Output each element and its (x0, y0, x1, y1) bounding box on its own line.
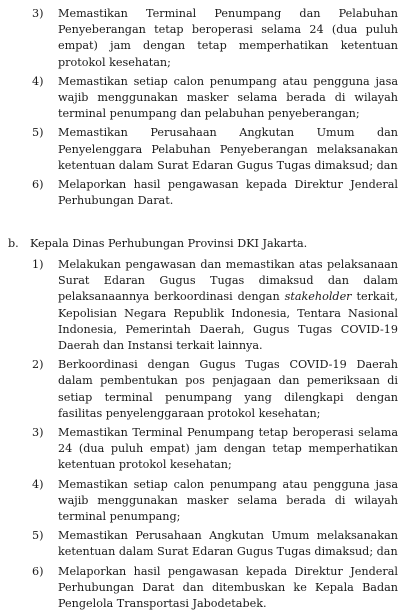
list-section-b (32, 257, 398, 615)
list-item-b-4 (32, 477, 398, 526)
list-item-a-6 (32, 177, 398, 209)
list-item-b-5 (32, 528, 398, 560)
item-number: 4) (32, 74, 44, 88)
section-title: Kepala Dinas Perhubungan Provinsi DKI Jakarta. (30, 237, 308, 250)
list-item-a-5 (32, 125, 398, 174)
section-letter: b. (8, 237, 19, 250)
item-text: Memastikan setiap calon penumpang atau pengguna jasa wajib menggunakan masker selama berada di wilayah terminal penumpang dan pelabuhan penyeberangan; (58, 74, 398, 121)
list-item-a-4 (32, 74, 398, 123)
item-number: 6) (32, 564, 44, 578)
item-text-italic: stakeholder (284, 290, 352, 304)
item-number: 3) (32, 426, 44, 440)
item-text: Melaporkan hasil pengawasan kepada Direktur Jenderal Perhubungan Darat dan ditembuskan ke Kepala Badan Pengelola Transportasi Jabodetabek. (58, 564, 398, 611)
list-item-b-6 (32, 564, 398, 613)
item-number: 3) (32, 7, 44, 20)
list-item-b-3 (32, 425, 398, 474)
item-text-before: Melakukan pengawasan dan memastikan atas pelaksanaan Surat Edaran Gugus Tugas dimaksud dan dalam pelaksanaannya berkoordinasi dengan (58, 258, 398, 304)
list-item-b-2 (32, 357, 398, 422)
item-text (58, 257, 398, 354)
list-section-a (32, 6, 398, 212)
list-item-a-3 (32, 6, 398, 71)
item-number: 4) (32, 477, 44, 491)
item-number: 5) (32, 529, 44, 543)
item-text: Memastikan setiap calon penumpang atau pengguna jasa wajib menggunakan masker selama berada di wilayah terminal penumpang; (58, 477, 398, 524)
item-number: 6) (32, 178, 44, 192)
item-text-after: terkait, Kepolisian Negara Republik Indonesia, Tentara Nasional Indonesia, Pemerintah Daerah, Gugus Tugas COVID-19 Daerah dan Instansi terkait lainnya. (58, 290, 398, 353)
item-text: Memastikan Terminal Penumpang tetap beroperasi selama 24 (dua puluh empat) jam dengan tetap memperhatikan ketentuan protokol kesehatan; (58, 426, 398, 472)
item-number: 2) (32, 358, 44, 372)
item-number: 1) (32, 258, 44, 271)
item-text: Memastikan Perusahaan Angkutan Umum dan Penyelenggara Pelabuhan Penyeberangan melaksanakan ketentuan dalam Surat Edaran Gugus Tugas dimaksud; dan (58, 126, 398, 172)
item-text: Melaporkan hasil pengawasan kepada Direktur Jenderal Perhubungan Darat. (58, 178, 398, 208)
item-text: Memastikan Terminal Penumpang dan Pelabuhan Penyeberangan tetap beroperasi selama 24 (dua puluh empat) jam dengan tetap memperhatikan ketentuan protokol kesehatan; (58, 7, 398, 69)
item-text: Berkoordinasi dengan Gugus Tugas COVID-19 Daerah dalam pembentukan pos penjagaan dan pemeriksaan di setiap terminal penumpang yang dilengkapi dengan fasilitas penyelenggaraan protokol kesehatan; (58, 358, 398, 420)
item-number: 5) (32, 126, 44, 140)
section-b-heading (8, 236, 307, 252)
item-text: Memastikan Perusahaan Angkutan Umum melaksanakan ketentuan dalam Surat Edaran Gugus Tugas dimaksud; dan (58, 529, 398, 559)
list-item-b-1 (32, 257, 398, 354)
